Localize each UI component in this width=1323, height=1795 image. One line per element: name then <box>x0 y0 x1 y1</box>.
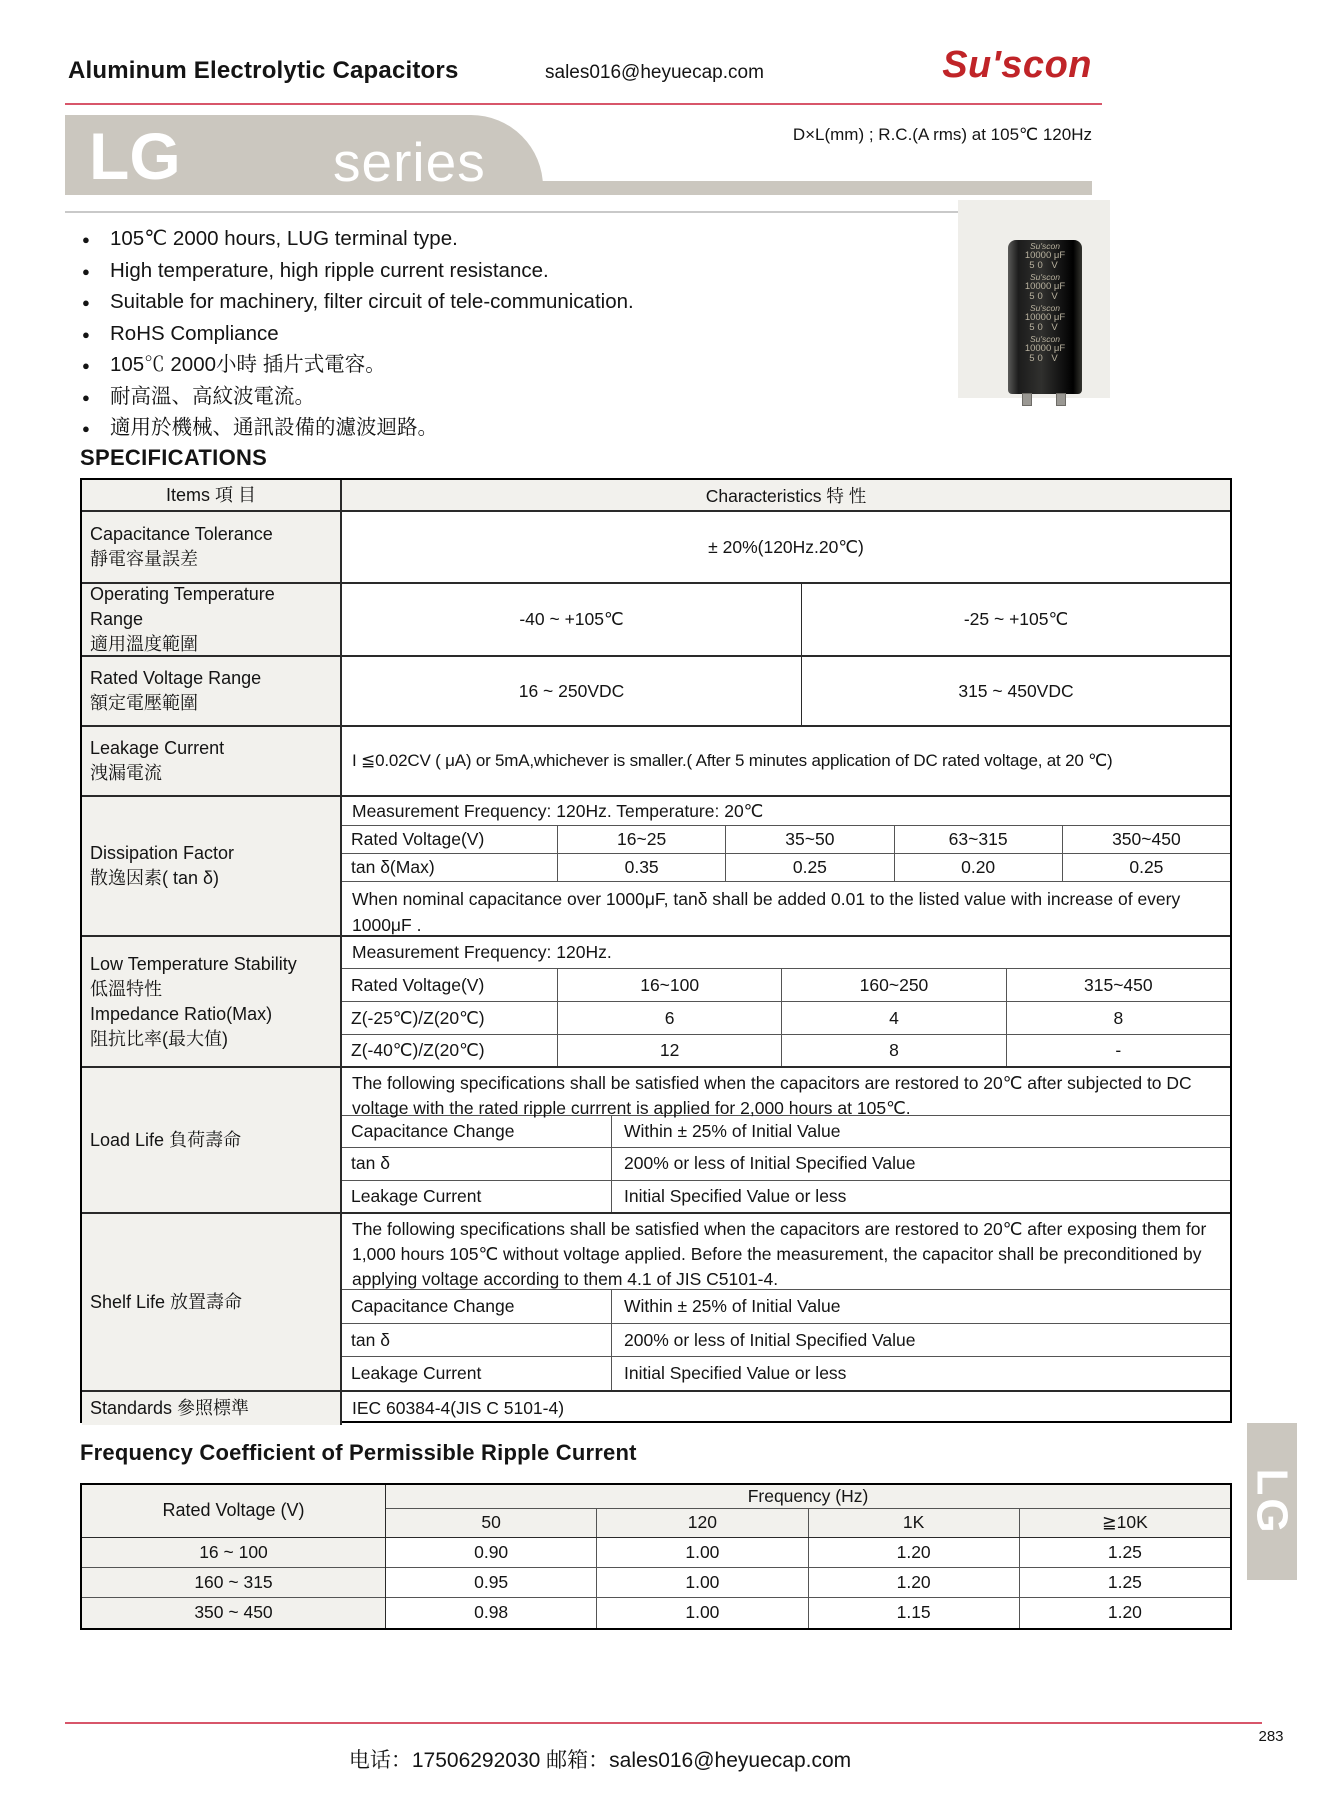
bullet-icon: ● <box>82 421 90 436</box>
dissipation-tan-value: 0.20 <box>895 854 1063 881</box>
impedance-z40-value: - <box>1115 1040 1122 1060</box>
dissipation-detail <box>342 797 1230 935</box>
ripple-voltage-range: 16 ~ 100 <box>82 1538 385 1568</box>
bullet-icon: ● <box>82 389 90 405</box>
ripple-data-row <box>386 1598 1230 1628</box>
row-label <box>82 937 342 1066</box>
ripple-voltage-column <box>82 1485 386 1628</box>
spec-row-capacitance-tolerance <box>82 512 1230 584</box>
row-label <box>82 1214 342 1390</box>
capacitor-lug-terminal <box>1056 393 1066 406</box>
bullet-icon: ● <box>82 326 90 342</box>
row-label <box>82 512 342 582</box>
row-label-zh: 靜電容量誤差 <box>90 549 198 569</box>
impedance-z40-row <box>342 1035 1230 1066</box>
bullet-icon: ● <box>82 232 90 247</box>
feature-text: High temperature, high ripple current resistance. <box>110 258 549 282</box>
shelf-life-tan-row <box>342 1324 1230 1358</box>
shelf-life-detail <box>342 1214 1230 1390</box>
load-life-intro: The following specifications shall be satisfied when the capacitors are restored to 20℃ after subjected to DC voltage with the rated ripple currrent is applied for 2,000 hours at 105℃. <box>342 1068 1230 1116</box>
coefficient-value: 1.00 <box>597 1538 808 1567</box>
footer-contact: 电话：17506292030 邮箱：sales016@heyuecap.com <box>348 1749 852 1772</box>
capacitor-brand-text: Su'scon <box>1030 334 1060 344</box>
dissipation-tan-label: tan δ(Max) <box>342 854 558 881</box>
size-rating-note: D×L(mm) ; R.C.(A rms) at 105℃ 120Hz <box>792 125 1092 144</box>
load-life-capacitance-row <box>342 1116 1230 1148</box>
capacitor-print <box>1008 304 1082 333</box>
row-label-en: Capacitance Tolerance <box>90 524 273 544</box>
row-label-en: Rated Voltage Range <box>90 668 262 688</box>
shelf-life-intro: The following specifications shall be satisfied when the capacitors are restored to 20℃ after exposing them for 1,000 hours 105℃ without voltage applied. Before the measurement, the capacitor shall be preconditioned by applying voltage according to them 4.1 of JIS C5101-4. <box>342 1214 1230 1290</box>
bullet-icon: ● <box>82 358 90 373</box>
dissipation-tan-row <box>342 854 1230 882</box>
coefficient-value: 0.90 <box>386 1538 597 1567</box>
series-code: LG <box>89 119 181 193</box>
spec-row-load-life <box>82 1068 1230 1214</box>
ripple-data-row <box>386 1568 1230 1598</box>
row-label <box>82 1392 342 1425</box>
ripple-voltage-range: 160 ~ 315 <box>82 1568 385 1598</box>
capacitance-tolerance-value: ± 20%(120Hz.20℃) <box>708 536 864 557</box>
load-life-leakage-row <box>342 1181 1230 1212</box>
coefficient-value: 1.20 <box>1107 1602 1142 1623</box>
dissipation-note: When nominal capacitance over 1000μF, tanδ shall be added 0.01 to the listed value with increase of every 1000μF . <box>352 889 1181 935</box>
coefficient-value: 1.25 <box>1107 1571 1142 1592</box>
rated-voltage-high: 315 ~ 450VDC <box>958 680 1074 701</box>
capacitor-lug-terminal <box>1022 393 1032 406</box>
ripple-frequency-subheader <box>386 1509 1230 1537</box>
low-temp-voltage-range: 315~450 <box>1084 974 1153 995</box>
capacitor-capacitance-text: 10000 μF <box>1024 343 1066 354</box>
page-number: 283 <box>1258 1728 1284 1745</box>
brand-logo: Su'scon <box>942 44 1092 86</box>
ripple-voltage-range: 350 ~ 450 <box>82 1598 385 1628</box>
feature-item <box>80 318 780 350</box>
specifications-heading: SPECIFICATIONS <box>80 445 268 470</box>
header-email: sales016@heyuecap.com <box>545 62 764 83</box>
feature-list <box>80 223 780 444</box>
feature-item <box>80 223 780 255</box>
criteria-label: Leakage Current <box>342 1181 612 1212</box>
items-header-cell: Items 項 目 <box>82 480 342 510</box>
frequency-label: 120 <box>597 1509 808 1536</box>
feature-text: 105℃ 2000小時 插片式電容。 <box>110 353 386 376</box>
feature-text: 耐高溫、高紋波電流。 <box>110 384 315 408</box>
feature-text: 105℃ 2000 hours, LUG terminal type. <box>110 227 458 250</box>
row-label-zh: 散逸因素( tan δ) <box>90 868 220 888</box>
characteristics-header-cell: Characteristics 特 性 <box>342 480 1230 510</box>
capacitor-capacitance-text: 10000 μF <box>1024 250 1066 261</box>
feature-text: RoHS Compliance <box>110 321 279 345</box>
spec-row-leakage-current <box>82 727 1230 797</box>
criteria-label: Leakage Current <box>342 1357 612 1390</box>
dissipation-tan-value: 0.35 <box>558 854 726 881</box>
criteria-value: Initial Specified Value or less <box>624 1185 847 1206</box>
capacitor-brand-text: Su'scon <box>1030 272 1060 282</box>
frequency-label: 50 <box>386 1509 597 1536</box>
ripple-heading: Frequency Coefficient of Permissible Ripple Current <box>80 1440 637 1465</box>
row-label <box>82 584 342 655</box>
operating-temp-low: -40 ~ +105℃ <box>342 584 802 655</box>
coefficient-value: 0.95 <box>386 1568 597 1597</box>
capacitor-capacitance-text: 10000 μF <box>1024 281 1066 292</box>
dissipation-tan-value: 0.25 <box>726 854 894 881</box>
criteria-value: 200% or less of Initial Specified Value <box>624 1153 916 1174</box>
row-label-zh: 適用溫度範圍 <box>90 634 198 654</box>
capacitor-voltage-text: 50 V <box>1029 260 1061 271</box>
row-label <box>82 797 342 935</box>
coefficient-value: 1.20 <box>809 1538 1020 1567</box>
capacitor-print <box>1008 335 1082 364</box>
criteria-label: Capacitance Change <box>342 1290 612 1323</box>
feature-text: Suitable for machinery, filter circuit of tele-communication. <box>110 290 634 313</box>
impedance-z25-value: 8 <box>1113 1007 1124 1028</box>
load-life-tan-row <box>342 1148 1230 1180</box>
series-banner <box>65 115 543 195</box>
capacitor-brand-text: Su'scon <box>1030 241 1060 251</box>
row-label-en: Leakage Current <box>90 738 225 758</box>
ripple-frequency-header: Frequency (Hz) <box>386 1485 1230 1509</box>
series-side-tab-label: LG <box>1248 1467 1298 1536</box>
spec-row-standards <box>82 1392 1230 1425</box>
ripple-voltage-header: Rated Voltage (V) <box>82 1485 385 1538</box>
capacitor-photo <box>1008 240 1082 394</box>
criteria-label: Capacitance Change <box>342 1116 612 1147</box>
spec-row-low-temp-stability <box>82 937 1230 1068</box>
shelf-life-capacitance-row <box>342 1290 1230 1324</box>
spec-row-rated-voltage <box>82 657 1230 727</box>
spec-header-row <box>82 480 1230 512</box>
impedance-z40-value: 8 <box>782 1035 1006 1066</box>
impedance-z25-row <box>342 1002 1230 1035</box>
impedance-z40-value: 12 <box>558 1035 782 1066</box>
criteria-value: Within ± 25% of Initial Value <box>624 1121 841 1142</box>
capacitor-capacitance-text: 10000 μF <box>1024 312 1066 323</box>
capacitor-voltage-text: 50 V <box>1029 291 1061 302</box>
series-word: series <box>333 131 486 193</box>
ripple-data-row <box>386 1538 1230 1568</box>
standards-label: Standards 參照標準 <box>90 1398 250 1418</box>
frequency-label: ≧10K <box>1101 1512 1148 1533</box>
row-label-en: Low Temperature Stability <box>90 953 297 974</box>
rated-voltage-low: 16 ~ 250VDC <box>342 657 802 725</box>
shelf-life-leakage-row <box>342 1357 1230 1390</box>
capacitor-print <box>1008 242 1082 271</box>
feature-text: 適用於機械、通訊設備的濾波迴路。 <box>110 416 438 439</box>
series-side-tab <box>1247 1423 1297 1580</box>
dissipation-voltage-range: 16~25 <box>558 826 726 853</box>
row-label <box>82 1068 342 1212</box>
row-label-zh: 洩漏電流 <box>90 763 162 783</box>
low-temp-condition: Measurement Frequency: 120Hz. <box>342 937 1230 969</box>
coefficient-value: 0.98 <box>386 1598 597 1628</box>
feature-item <box>80 412 780 444</box>
criteria-value: Within ± 25% of Initial Value <box>624 1295 841 1316</box>
row-label-zh: 阻抗比率(最大值) <box>90 1028 228 1049</box>
impedance-z25-label: Z(-25℃)/Z(20℃) <box>342 1002 558 1034</box>
specifications-table <box>80 478 1232 1423</box>
low-temp-detail <box>342 937 1230 1066</box>
dissipation-voltage-range: 35~50 <box>726 826 894 853</box>
criteria-label: tan δ <box>342 1324 612 1357</box>
load-life-label: Load Life 負荷壽命 <box>90 1129 242 1150</box>
operating-temp-high: -25 ~ +105℃ <box>963 609 1069 629</box>
page-title: Aluminum Electrolytic Capacitors <box>68 57 459 84</box>
row-label-en: Operating Temperature Range <box>90 584 275 629</box>
coefficient-value: 1.15 <box>809 1598 1020 1628</box>
impedance-z25-value: 4 <box>782 1002 1006 1034</box>
feature-item <box>80 255 780 287</box>
coefficient-value: 1.00 <box>597 1568 808 1597</box>
row-label <box>82 657 342 725</box>
spec-row-shelf-life <box>82 1214 1230 1392</box>
capacitor-voltage-text: 50 V <box>1029 353 1061 364</box>
ripple-table <box>80 1483 1232 1630</box>
low-temp-voltage-range: 16~100 <box>558 969 782 1001</box>
feature-item <box>80 381 780 413</box>
spec-row-dissipation-factor <box>82 797 1230 937</box>
capacitor-voltage-text: 50 V <box>1029 322 1061 333</box>
dissipation-tan-value: 0.25 <box>1129 857 1164 877</box>
low-temp-voltage-range: 160~250 <box>782 969 1006 1001</box>
feature-item <box>80 286 780 318</box>
leakage-current-value: I ≦0.02CV ( μA) or 5mA,whichever is smaller.( After 5 minutes application of DC rated voltage, at 20 ℃) <box>352 751 1113 770</box>
separator-line <box>65 211 1092 213</box>
row-label-en: Impedance Ratio(Max) <box>90 1003 273 1024</box>
banner-strip <box>520 181 1092 195</box>
low-temp-voltage-row <box>342 969 1230 1002</box>
dissipation-voltage-header: Rated Voltage(V) <box>342 826 558 853</box>
criteria-value: Initial Specified Value or less <box>624 1363 847 1384</box>
row-label <box>82 727 342 795</box>
shelf-life-label: Shelf Life 放置壽命 <box>90 1291 243 1312</box>
row-label-zh: 額定電壓範圍 <box>90 693 198 713</box>
low-temp-voltage-header: Rated Voltage(V) <box>342 969 558 1001</box>
dissipation-voltage-range: 63~315 <box>895 826 1063 853</box>
coefficient-value: 1.00 <box>597 1598 808 1628</box>
footer-rule <box>65 1722 1262 1724</box>
feature-item <box>80 349 780 381</box>
impedance-z25-value: 6 <box>558 1002 782 1034</box>
bullet-icon: ● <box>82 263 90 279</box>
frequency-label: 1K <box>809 1509 1020 1536</box>
criteria-value: 200% or less of Initial Specified Value <box>624 1329 916 1350</box>
header-rule <box>65 103 1102 105</box>
dissipation-condition: Measurement Frequency: 120Hz. Temperature: 20℃ <box>342 797 1230 826</box>
impedance-z40-label: Z(-40℃)/Z(20℃) <box>342 1035 558 1066</box>
coefficient-value: 1.25 <box>1107 1541 1142 1562</box>
load-life-detail <box>342 1068 1230 1212</box>
capacitor-brand-text: Su'scon <box>1030 303 1060 313</box>
row-label-en: Dissipation Factor <box>90 843 235 863</box>
standards-value: IEC 60384-4(JIS C 5101-4) <box>352 1398 565 1418</box>
criteria-label: tan δ <box>342 1148 612 1179</box>
bullet-icon: ● <box>82 295 90 310</box>
dissipation-voltage-range: 350~450 <box>1112 829 1181 849</box>
dissipation-voltage-row <box>342 826 1230 854</box>
spec-row-operating-temp <box>82 584 1230 657</box>
row-label-zh: 低溫特性 <box>90 978 162 999</box>
ripple-frequency-columns <box>386 1485 1230 1628</box>
capacitor-print <box>1008 273 1082 302</box>
coefficient-value: 1.20 <box>809 1568 1020 1597</box>
